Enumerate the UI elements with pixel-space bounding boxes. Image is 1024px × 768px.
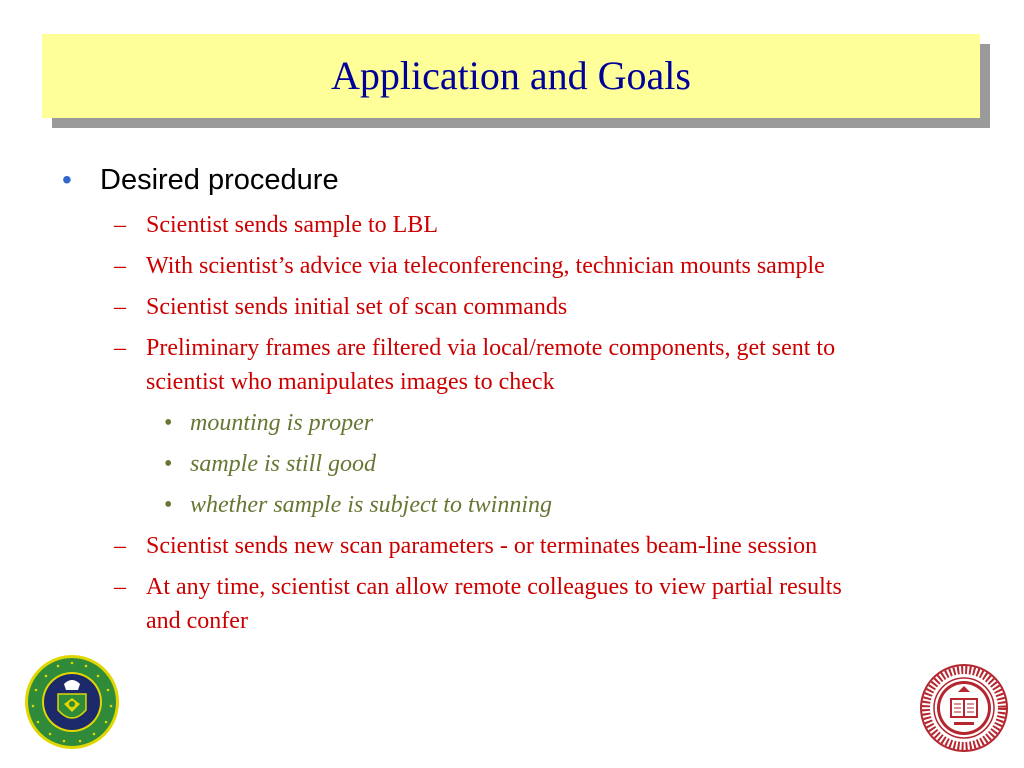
title-banner [42,34,980,118]
list-item-text: Preliminary frames are filtered via local/remote components, get sent to [146,335,836,361]
list-item-text: Scientist sends new scan parameters - or terminates beam-line session [146,533,818,559]
dash-icon: – [114,533,126,559]
bullet-icon: • [164,492,173,518]
sub-list-item-text: sample is still good [190,451,377,477]
dash-icon: – [114,574,126,600]
doe-seal-icon [24,654,120,750]
sub-list-item-text: whether sample is subject to twinning [190,492,552,518]
slide-title: Application and Goals [331,53,691,98]
list-item-text: and confer [146,608,248,634]
list-item-text: With scientist’s advice via teleconferencing, technician mounts sample [146,253,825,279]
list-item-text: At any time, scientist can allow remote colleagues to view partial results [146,574,842,600]
sub-list-item-text: mounting is proper [190,410,374,436]
indiana-university-seal-icon [920,664,1008,752]
bullet-icon: • [62,164,72,195]
heading-desired-procedure: Desired procedure [100,164,339,196]
bullet-icon: • [164,451,173,477]
list-item-text: Scientist sends sample to LBL [146,212,438,238]
dash-icon: – [114,294,126,320]
dash-icon: – [114,212,126,238]
list-item-text: Scientist sends initial set of scan commands [146,294,568,320]
dash-icon: – [114,335,126,361]
dash-icon: – [114,253,126,279]
bullet-icon: • [164,410,173,436]
list-item-text: scientist who manipulates images to check [146,369,555,395]
